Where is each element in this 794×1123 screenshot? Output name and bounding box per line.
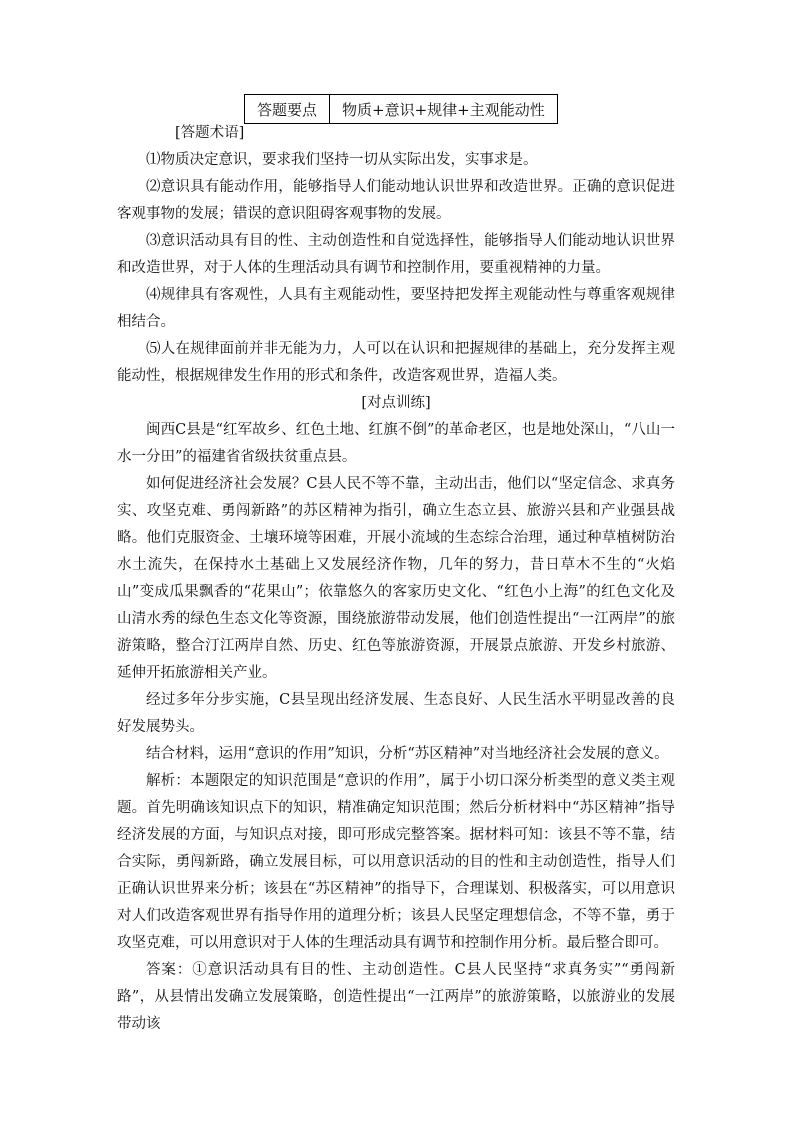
term-item-1: ⑴物质决定意识，要求我们坚持一切从实际出发，实事求是。 — [146, 152, 538, 168]
term-item-5: ⑸人在规律面前并非无能为力，人可以在认识和把握规律的基础上，充分发挥主观能动性，根据规律发生作用的形式和条件，改造客观世界，造福人类。 — [117, 341, 675, 384]
content-body — [117, 120, 675, 1038]
term-item-2: ⑵意识具有能动作用，能够指导人们能动地认识世界和改造世界。正确的意识促进客观事物的发展；错误的意识阻碍客观事物的发展。 — [117, 179, 675, 222]
answer-label: 答案： — [146, 962, 193, 978]
answer-key-label: 答题要点 — [245, 95, 330, 124]
analysis-text: 本题限定的知识范围是“意识的作用”，属于小切口深分析类型的意义类主观题。首先明确该知识点下的知识，精准确定知识范围；然后分析材料中“苏区精神”指导经济发展的方面，与知识点对接，即可形成完整答案。据材料可知：该县不等不靠，结合实际，勇闯新路，确立发展目标，可以用意识活动的目的性和主动创造性，指导人们正确认识世界来分析；该县在“苏区精神”的指导下，合理谋划、积极落实，可以用意识对人们改造客观世界有指导作用的道理分析；该县人民坚定理想信念，不等不靠，勇于攻坚克难，可以用意识对于人体的生理活动具有调节和控制作用分析。最后整合即可。 — [117, 773, 676, 951]
term-item-4: ⑷规律具有客观性，人具有主观能动性，要坚持把发挥主观能动性与尊重客观规律相结合。 — [117, 287, 675, 330]
answer-key-value: 物质+意识+规律+主观能动性 — [330, 95, 558, 124]
training-heading: [对点训练] — [361, 395, 431, 411]
answer-text: ①意识活动具有目的性、主动创造性。C县人民坚持“求真务实”“勇闯新路”，从县情出发确立发展策略，创造性提出“一江两岸”的旅游策略，以旅游业的发展带动该 — [117, 962, 675, 1032]
material-paragraph-3: 经过多年分步实施，C县呈现出经济发展、生态良好、人民生活水平明显改善的良好发展势头。 — [117, 692, 675, 735]
answer-paragraph — [117, 957, 675, 1038]
terms-heading: [答题术语] — [175, 125, 245, 141]
analysis-label: 解析： — [146, 773, 191, 789]
material-paragraph-1: 闽西C县是“红军故乡、红色土地、红旗不倒”的革命老区，也是地处深山，“八山一水一分田”的福建省省级扶贫重点县。 — [117, 422, 675, 465]
term-item-3: ⑶意识活动具有目的性、主动创造性和自觉选择性，能够指导人们能动地认识世界和改造世界，对于人体的生理活动具有调节和控制作用，要重视精神的力量。 — [117, 233, 675, 276]
material-paragraph-2: 如何促进经济社会发展？C县人民不等不靠，主动出击，他们以“坚定信念、求真务实、攻坚克难、勇闯新路”的苏区精神为指引，确立生态立县、旅游兴县和产业强县战略。他们克服资金、土壤环境等困难，开展小流域的生态综合治理，通过种草植树防治水土流失，在保持水土基础上又发展经济作物，几年的努力，昔日草木不生的“火焰山”变成瓜果飘香的“花果山”；依靠悠久的客家历史文化、“红色小上海”的红色文化及山清水秀的绿色生态文化等资源，围绕旅游带动发展，他们创造性提出“一江两岸”的旅游策略，整合汀江两岸自然、历史、红色等旅游资源，开展景点旅游、开发乡村旅游、延伸开拓旅游相关产业。 — [117, 476, 675, 681]
analysis-paragraph — [117, 768, 675, 957]
question-text: 结合材料，运用“意识的作用”知识，分析“苏区精神”对当地经济社会发展的意义。 — [146, 746, 669, 762]
